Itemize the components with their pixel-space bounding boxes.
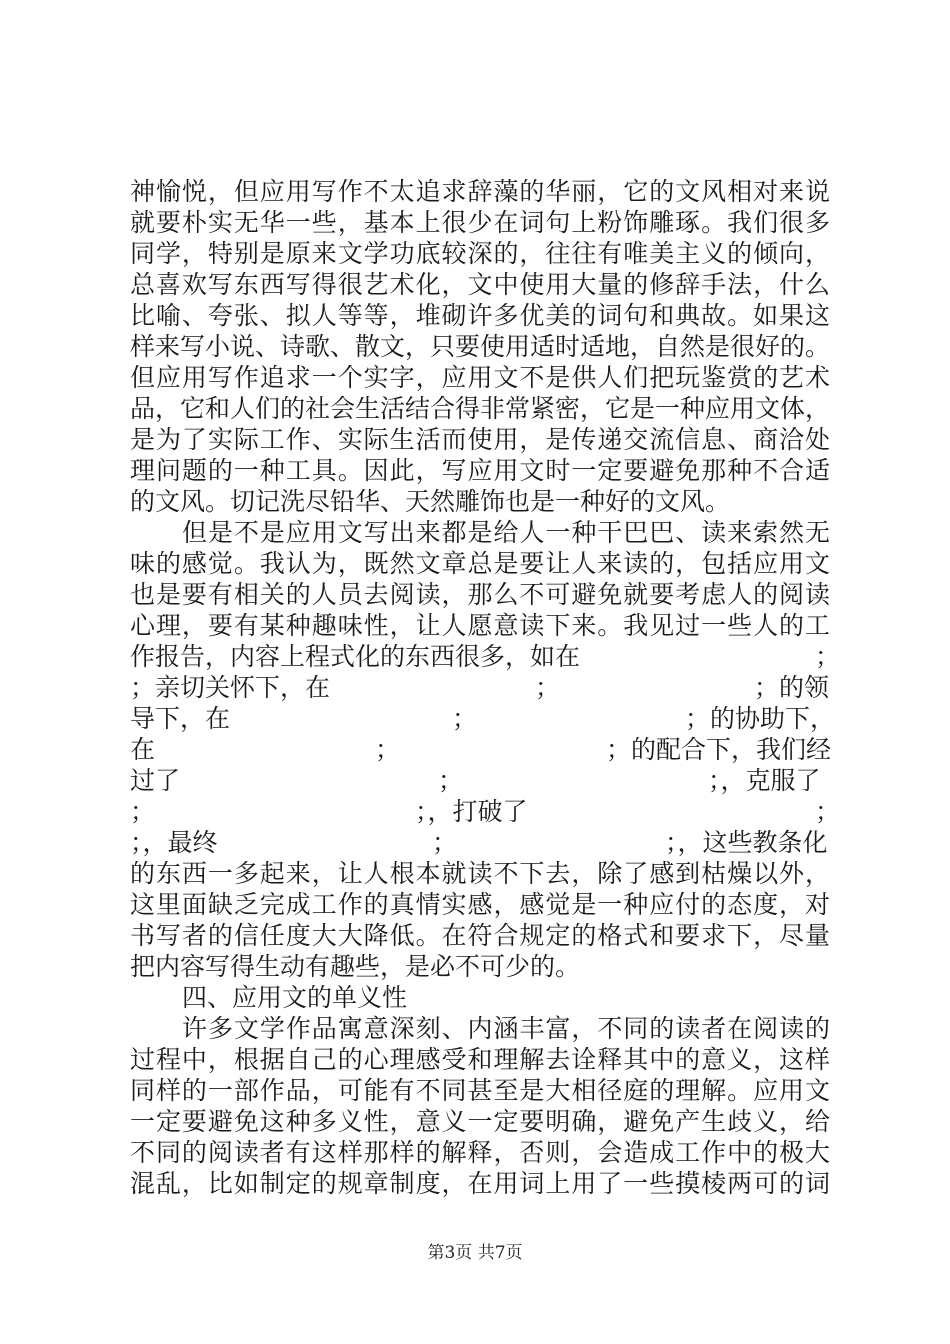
gap-line-segment: ；，打破了	[415, 797, 528, 826]
paragraph-line: 一定要避免这种多义性，意义一定要明确，避免产生歧义，给	[130, 1107, 830, 1136]
section-heading: 四、应用文的单义性	[182, 983, 408, 1012]
gap-line	[130, 796, 841, 828]
paragraph-line: 比喻、夸张、拟人等等，堆砌许多优美的词句和典故。如果这	[130, 301, 830, 330]
gap-line-segment: ；，这些教条化	[665, 828, 828, 857]
gap-line-segment: ；的领	[754, 673, 830, 702]
gap-line	[130, 641, 841, 673]
paragraph-line: 样来写小说、诗歌、散文，只要使用适时适地，自然是很好的。	[130, 332, 830, 361]
gap-line-segment: ；	[375, 735, 401, 764]
gap-line-segment: ；，克服了	[708, 766, 821, 795]
paragraph-line: 理问题的一种工具。因此，写应用文时一定要避免那种不合适	[130, 456, 830, 485]
gap-line-segment: ；，最终	[130, 828, 218, 857]
paragraph-line: 但应用写作追求一个实字，应用文不是供人们把玩鉴赏的艺术	[130, 363, 830, 392]
paragraph-line: 混乱，比如制定的规章制度，在用词上用了一些摸棱两可的词	[130, 1169, 830, 1198]
paragraph-line: 的文风。切记洗尽铅华、天然雕饰也是一种好的文风。	[130, 487, 731, 516]
gap-line-segment: 过了	[130, 766, 181, 795]
gap-line-segment: 作报告，内容上程式化的东西很多，如在	[130, 642, 581, 671]
paragraph-line: 也是要有相关的人员去阅读，那么不可避免就要考虑人的阅读	[130, 580, 830, 609]
gap-line-segment: ；	[815, 642, 841, 671]
paragraph-line: 神愉悦，但应用写作不太追求辞藻的华丽，它的文风相对来说	[130, 177, 830, 206]
paragraph-line: 同学，特别是原来文学功底较深的，往往有唯美主义的倾向，	[130, 239, 830, 268]
paragraph-line: 许多文学作品寓意深刻、内涵丰富，不同的读者在阅读的	[182, 1014, 830, 1043]
gap-line-segment: 在	[130, 735, 156, 764]
gap-line-segment: ；	[535, 673, 561, 702]
gap-line	[130, 827, 830, 859]
gap-line	[130, 672, 830, 704]
paragraph-line: 同样的一部作品，可能有不同甚至是大相径庭的理解。应用文	[130, 1076, 830, 1105]
paragraph-line: 但是不是应用文写出来都是给人一种干巴巴、读来索然无	[182, 518, 830, 547]
gap-line-segment: ；的配合下，我们经	[606, 735, 832, 764]
gap-line-segment: ；	[438, 766, 464, 795]
paragraph-line: 书写者的信任度大大降低。在符合规定的格式和要求下，尽量	[130, 921, 830, 950]
page-footer: 第3页 共7页	[427, 1243, 523, 1263]
paragraph-line: 是为了实际工作、实际生活而使用，是传递交流信息、商洽处	[130, 425, 830, 454]
paragraph-line: 过程中，根据自己的心理感受和理解去诠释其中的意义，这样	[130, 1045, 830, 1074]
paragraph-line: 味的感觉。我认为，既然文章总是要让人来读的，包括应用文	[130, 549, 830, 578]
paragraph-line: 的东西一多起来，让人根本就读不下去，除了感到枯燥以外，	[130, 859, 830, 888]
gap-line	[130, 765, 830, 797]
paragraph-line: 心理，要有某种趣味性，让人愿意读下来。我见过一些人的工	[130, 611, 830, 640]
gap-line-segment: ；	[815, 797, 841, 826]
paragraph-line: 把内容写得生动有趣些，是必不可少的。	[130, 952, 581, 981]
gap-line-segment: ；亲切关怀下，在	[130, 673, 331, 702]
gap-line-segment: ；	[432, 828, 458, 857]
paragraph-line: 总喜欢写东西写得很艺术化，文中使用大量的修辞手法，什么	[130, 270, 830, 299]
gap-line-segment: ；	[452, 704, 478, 733]
gap-line-segment: ；的协助下，	[685, 704, 836, 733]
paragraph-line: 这里面缺乏完成工作的真情实感，感觉是一种应付的态度，对	[130, 890, 830, 919]
paragraph-line: 就要朴实无华一些，基本上很少在词句上粉饰雕琢。我们很多	[130, 208, 830, 237]
gap-line	[130, 703, 836, 735]
paragraph-line: 品，它和人们的社会生活结合得非常紧密，它是一种应用文体，	[130, 394, 830, 423]
gap-line-segment: ；	[130, 797, 156, 826]
paragraph-line: 不同的阅读者有这样那样的解释，否则，会造成工作中的极大	[130, 1138, 830, 1167]
gap-line	[130, 734, 830, 766]
gap-line-segment: 导下，在	[130, 704, 231, 733]
